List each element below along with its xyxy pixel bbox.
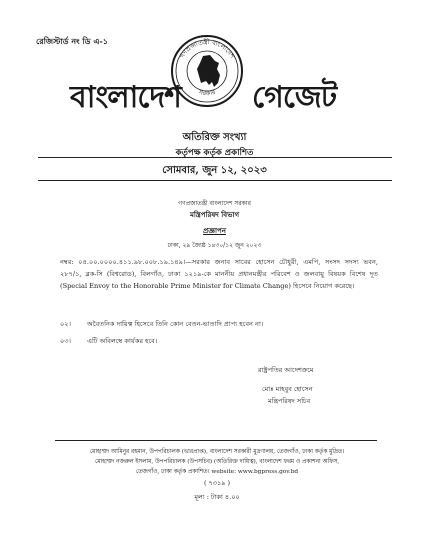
footer-website: তেজগাঁও, ঢাকা কর্তৃক প্রকাশিত। website: www.bgpress.gov.bd (135, 469, 299, 475)
notification-heading: প্রজ্ঞাপন (203, 226, 226, 235)
footer-divider (55, 440, 377, 441)
signer-name: মোঃ মাহবুব হোসেন (262, 385, 313, 393)
list-item (60, 318, 263, 330)
published-by-label: কর্তৃপক্ষ কর্তৃক প্রকাশিত (175, 148, 254, 158)
footer-code: ( ৭৩১৯ ) (203, 479, 231, 487)
footer-printer: মোহাম্মদ আমিনুর রহমান, উপপরিচালক (ভারপ্রাপ্ত), বাংলাদেশ সরকারী মুদ্রণালয়, তেজগাঁও, ঢাকা কর্তৃক মুদ্রিত। (89, 449, 345, 455)
government-seal-icon (170, 34, 244, 108)
order-line: রাষ্ট্রপতির আদেশক্রমে (258, 366, 314, 374)
registered-number: রেজিস্টার্ড নং ডি এ-১ (36, 36, 108, 46)
item-text: অবৈতনিক দায়িত্ব হিসেবে তিনি কোন বেতন-ভাতাদি প্রাপ্য হবেন না। (87, 320, 264, 328)
item-text: এটি অবিলম্বে কার্যকর হবে। (87, 337, 158, 345)
seal-bottom-text: সরকার (197, 87, 217, 98)
footer-publisher: মোহাম্মদ নজরুল ইসলাম, উপপরিচালক (উপসচিব) (অতিরিক্ত দায়িত্ব), বাংলাদেশ ফরম ও প্রকাশনা অফিস, (94, 459, 340, 465)
footer-price: মূল্য : টাকা ৪.০০ (194, 493, 240, 501)
gazette-title-right: গেজেট (252, 80, 337, 115)
government-name: গণপ্রজাতন্ত্রী বাংলাদেশ সরকার (178, 200, 251, 207)
divider-top (38, 157, 392, 158)
divider-bottom (38, 180, 392, 181)
item-number: ০২। (60, 320, 71, 328)
place-date: ঢাকা, ২৯ জ্যৈষ্ঠ ১৪৩০/১২ জুন ২০২৩ (167, 242, 262, 249)
svg-text:সরকার (197, 88, 217, 98)
issue-date: সোমবার, জুন ১২, ২০২৩ (162, 165, 267, 176)
item-number: ০৩। (60, 337, 71, 345)
gazette-title-left: বাংলাদেশ (70, 80, 181, 115)
signer-title: মন্ত্রিপরিষদ সচিব (268, 397, 311, 405)
list-item (60, 335, 157, 347)
notification-body: নম্বর: ০৪.০০.০০০০.৪১১.৯৮.০০৮.১৯.১৪৯।—সরকার জনাব সাবের হোসেন চৌধুরী, এমপি, সংসদ সদস্য ভবন, ২৮৭/১, ব্লক-সি (বিশ্বরোড), বিলগাঁও, ঢাকা ১২১৯-কে মাননীয় প্রধানমন্ত্রীর পরিবেশ ও জলবায়ু বিষয়ক বিশেষ দূত (Special Envoy to the Honorable Prime Minister for Climate Change) হিসেবে নিয়োগ করেছে। (60, 258, 378, 290)
division-name: মন্ত্রিপরিষদ বিভাগ (189, 210, 240, 219)
extraordinary-label: অতিরিক্ত সংখ্যা (182, 132, 247, 143)
seal-top-text: গণপ্রজাতন্ত্রী বাংলাদেশ (177, 37, 237, 60)
